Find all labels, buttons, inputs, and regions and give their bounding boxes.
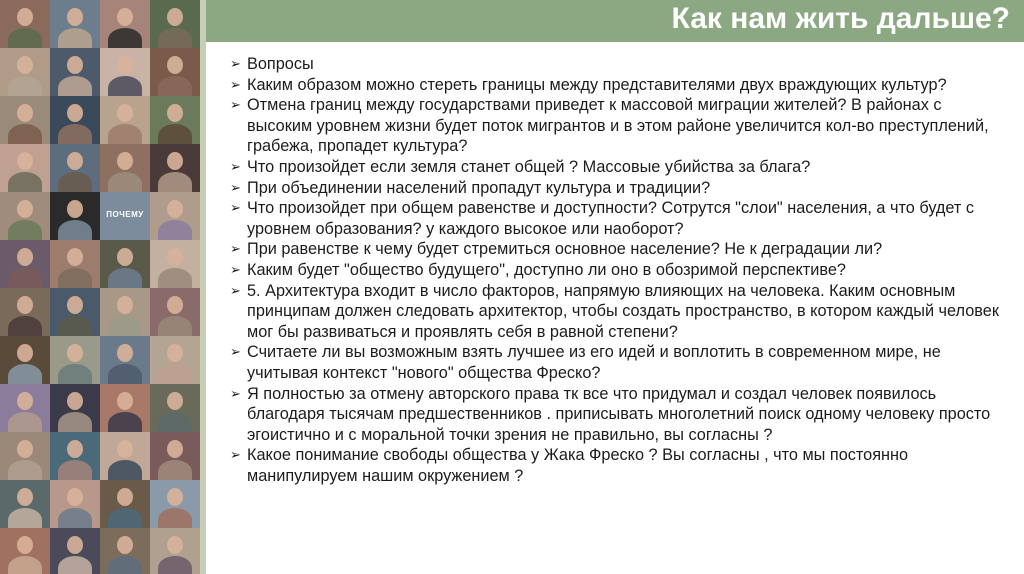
photo-thumbnail <box>150 528 200 574</box>
list-item <box>230 445 1010 486</box>
person-body-shape <box>8 316 42 336</box>
list-item-text: Считаете ли вы возможным взять лучшее из его идей и воплотить в современном мире, не учитывая контекст "нового" общества Фреско? <box>247 343 941 382</box>
photo-thumbnail <box>0 480 50 528</box>
list-item <box>230 198 1010 239</box>
photo-thumbnail <box>150 336 200 384</box>
photo-thumbnail <box>100 48 150 96</box>
person-body-shape <box>8 124 42 144</box>
person-head-shape <box>67 536 83 554</box>
photo-thumbnail <box>0 384 50 432</box>
photo-thumbnail <box>50 48 100 96</box>
person-head-shape <box>117 440 133 458</box>
person-head-shape <box>117 8 133 26</box>
person-head-shape <box>117 152 133 170</box>
person-head-shape <box>167 344 183 362</box>
photo-thumbnail <box>0 144 50 192</box>
photo-thumbnail <box>50 480 100 528</box>
person-body-shape <box>158 172 192 192</box>
photo-thumbnail <box>100 144 150 192</box>
arrow-bullet-icon: ➢ <box>230 56 241 71</box>
arrow-bullet-icon: ➢ <box>230 200 241 216</box>
person-head-shape <box>167 104 183 122</box>
title-bar <box>206 0 1024 42</box>
person-body-shape <box>158 508 192 528</box>
photo-thumbnail <box>50 288 100 336</box>
person-head-shape <box>17 8 33 26</box>
list-item-text: Вопросы <box>247 55 314 73</box>
photo-thumbnail <box>50 432 100 480</box>
photo-thumbnail <box>100 96 150 144</box>
thumbnail-caption: ПОЧЕМУ <box>106 210 144 219</box>
photo-thumbnail <box>150 288 200 336</box>
photo-thumbnail <box>50 144 100 192</box>
list-item <box>230 75 1010 96</box>
person-head-shape <box>167 392 183 410</box>
person-head-shape <box>17 248 33 266</box>
photo-thumbnail <box>50 0 100 48</box>
arrow-bullet-icon: ➢ <box>230 261 241 277</box>
photo-collage <box>0 0 200 574</box>
person-body-shape <box>158 76 192 96</box>
photo-thumbnail <box>50 336 100 384</box>
person-head-shape <box>117 104 133 122</box>
person-body-shape <box>58 508 92 528</box>
list-item-text: Какое понимание свободы общества у Жака Фреско ? Вы согласны , что мы постоянно манипулируем нашим окружением ? <box>247 446 909 485</box>
person-head-shape <box>117 344 133 362</box>
list-item <box>230 342 1010 383</box>
person-head-shape <box>167 536 183 554</box>
photo-thumbnail <box>0 0 50 48</box>
photo-thumbnail <box>100 480 150 528</box>
person-head-shape <box>67 344 83 362</box>
person-body-shape <box>58 76 92 96</box>
photo-thumbnail <box>0 240 50 288</box>
list-item-text: Что произойдет если земля станет общей ? Массовые убийства за блага? <box>247 157 811 176</box>
person-body-shape <box>8 76 42 96</box>
arrow-bullet-icon: ➢ <box>230 447 241 463</box>
person-body-shape <box>108 28 142 48</box>
person-body-shape <box>158 316 192 336</box>
list-item <box>230 239 1010 260</box>
arrow-bullet-icon: ➢ <box>230 385 241 401</box>
person-body-shape <box>58 268 92 288</box>
photo-thumbnail <box>150 144 200 192</box>
photo-thumbnail <box>150 240 200 288</box>
photo-thumbnail <box>0 96 50 144</box>
person-head-shape <box>67 56 83 74</box>
arrow-bullet-icon: ➢ <box>230 158 241 174</box>
person-head-shape <box>67 296 83 314</box>
person-head-shape <box>117 56 133 74</box>
list-item <box>230 95 1010 157</box>
person-body-shape <box>8 220 42 240</box>
person-body-shape <box>108 364 142 384</box>
photo-thumbnail <box>50 240 100 288</box>
person-body-shape <box>8 268 42 288</box>
collage-divider <box>200 0 206 574</box>
photo-thumbnail <box>50 96 100 144</box>
person-head-shape <box>167 8 183 26</box>
list-item-text: Я полностью за отмену авторского права тк все что придумал и создал человек появилось благодаря тысячам предшественников . приписывать многолетний поиск одному человеку просто эгоистично и с моральной точки зрения не правильно, вы согласны ? <box>247 384 991 444</box>
person-body-shape <box>108 508 142 528</box>
person-body-shape <box>58 556 92 574</box>
person-head-shape <box>17 344 33 362</box>
person-body-shape <box>8 556 42 574</box>
person-head-shape <box>17 200 33 218</box>
person-body-shape <box>158 268 192 288</box>
person-head-shape <box>167 296 183 314</box>
person-body-shape <box>108 556 142 574</box>
photo-thumbnail <box>100 528 150 574</box>
photo-thumbnail <box>150 432 200 480</box>
person-head-shape <box>17 392 33 410</box>
person-head-shape <box>167 200 183 218</box>
person-head-shape <box>17 536 33 554</box>
photo-thumbnail <box>0 288 50 336</box>
photo-thumbnail <box>100 336 150 384</box>
person-body-shape <box>8 412 42 432</box>
list-item <box>230 384 1010 446</box>
person-head-shape <box>117 296 133 314</box>
photo-thumbnail <box>150 384 200 432</box>
person-body-shape <box>58 124 92 144</box>
person-head-shape <box>17 488 33 506</box>
person-head-shape <box>117 248 133 266</box>
person-head-shape <box>67 200 83 218</box>
photo-thumbnail <box>0 48 50 96</box>
photo-thumbnail <box>150 192 200 240</box>
person-body-shape <box>58 412 92 432</box>
question-list <box>230 54 1010 486</box>
photo-thumbnail <box>150 0 200 48</box>
photo-thumbnail <box>100 432 150 480</box>
arrow-bullet-icon: ➢ <box>230 179 241 195</box>
person-body-shape <box>58 460 92 480</box>
photo-thumbnail <box>50 192 100 240</box>
person-body-shape <box>8 172 42 192</box>
slide-content <box>230 54 1010 486</box>
arrow-bullet-icon: ➢ <box>230 241 241 257</box>
photo-thumbnail <box>0 192 50 240</box>
photo-thumbnail <box>100 240 150 288</box>
person-body-shape <box>158 220 192 240</box>
person-body-shape <box>158 364 192 384</box>
photo-thumbnail <box>0 432 50 480</box>
arrow-bullet-icon: ➢ <box>230 282 241 298</box>
person-head-shape <box>67 152 83 170</box>
person-head-shape <box>67 248 83 266</box>
person-body-shape <box>8 508 42 528</box>
list-item-text: При объединении населений пропадут культура и традиции? <box>247 178 711 197</box>
list-item <box>230 260 1010 281</box>
person-head-shape <box>17 104 33 122</box>
photo-thumbnail <box>100 288 150 336</box>
person-body-shape <box>108 268 142 288</box>
list-item-text: Каким образом можно стереть границы между представителями двух враждующих культур? <box>247 75 947 94</box>
photo-thumbnail <box>150 48 200 96</box>
photo-thumbnail <box>0 336 50 384</box>
photo-thumbnail <box>150 480 200 528</box>
person-body-shape <box>158 460 192 480</box>
person-body-shape <box>108 76 142 96</box>
person-head-shape <box>117 536 133 554</box>
list-item-text: Отмена границ между государствами приведет к массовой миграции жителей? В районах с высоким уровнем жизни будет поток мигрантов и в этом районе увеличится кол-во преступлений, грабежа, пропадет культура? <box>247 96 989 156</box>
arrow-bullet-icon: ➢ <box>230 344 241 360</box>
person-body-shape <box>8 364 42 384</box>
list-item <box>230 54 1010 75</box>
person-body-shape <box>108 124 142 144</box>
photo-thumbnail <box>100 384 150 432</box>
list-item <box>230 157 1010 178</box>
photo-thumbnail <box>50 528 100 574</box>
person-body-shape <box>158 124 192 144</box>
person-head-shape <box>17 440 33 458</box>
person-head-shape <box>167 440 183 458</box>
person-body-shape <box>158 28 192 48</box>
list-item-text: 5. Архитектура входит в число факторов, напрямую влияющих на человека. Каким основным принципам должен следовать архитектор, чтобы создать пространство, в котором каждый человек мог бы развиваться и проявлять себя в равной степени? <box>247 281 999 341</box>
list-item-text: При равенстве к чему будет стремиться основное население? Не к деградации ли? <box>247 240 883 259</box>
arrow-bullet-icon: ➢ <box>230 97 241 113</box>
person-head-shape <box>67 440 83 458</box>
person-body-shape <box>8 28 42 48</box>
person-head-shape <box>117 488 133 506</box>
photo-thumbnail <box>100 0 150 48</box>
list-item-text: Что произойдет при общем равенстве и доступности? Сотрутся "слои" населения, а что будет с уровнем образования? у каждого высокое или наоборот? <box>247 199 975 238</box>
person-body-shape <box>58 220 92 240</box>
person-body-shape <box>58 316 92 336</box>
person-body-shape <box>58 28 92 48</box>
list-item <box>230 281 1010 343</box>
list-item-text: Каким будет "общество будущего", доступно ли оно в обозримой перспективе? <box>247 260 846 279</box>
person-body-shape <box>58 172 92 192</box>
photo-thumbnail <box>150 96 200 144</box>
person-body-shape <box>158 412 192 432</box>
person-head-shape <box>167 488 183 506</box>
person-body-shape <box>108 172 142 192</box>
person-body-shape <box>108 316 142 336</box>
person-head-shape <box>167 56 183 74</box>
person-head-shape <box>17 296 33 314</box>
person-head-shape <box>117 392 133 410</box>
person-head-shape <box>67 392 83 410</box>
person-head-shape <box>67 104 83 122</box>
person-body-shape <box>158 556 192 574</box>
photo-thumbnail <box>0 528 50 574</box>
person-body-shape <box>108 412 142 432</box>
person-head-shape <box>167 152 183 170</box>
person-head-shape <box>67 488 83 506</box>
person-body-shape <box>8 460 42 480</box>
person-head-shape <box>17 152 33 170</box>
person-head-shape <box>167 248 183 266</box>
photo-thumbnail <box>50 384 100 432</box>
list-item <box>230 178 1010 199</box>
person-body-shape <box>58 364 92 384</box>
person-body-shape <box>108 460 142 480</box>
person-head-shape <box>67 8 83 26</box>
person-head-shape <box>17 56 33 74</box>
photo-thumbnail <box>100 192 150 240</box>
slide-title: Как нам жить дальше? <box>671 2 1010 35</box>
arrow-bullet-icon: ➢ <box>230 76 241 92</box>
